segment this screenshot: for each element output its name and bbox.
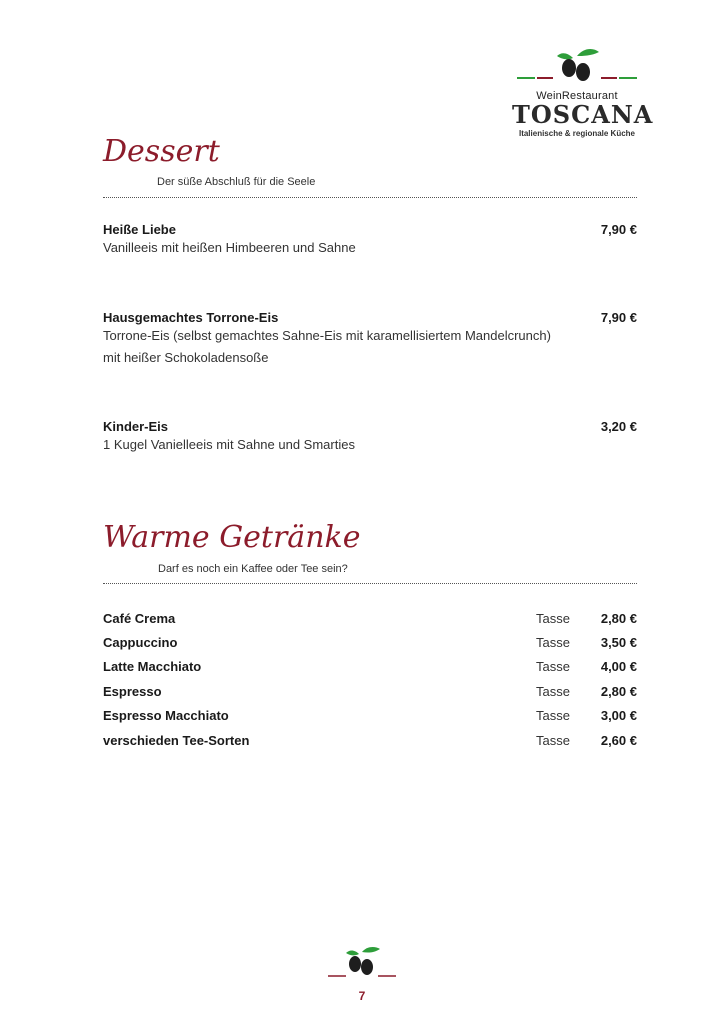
drink-row: [103, 733, 637, 755]
drink-row: [103, 659, 637, 681]
drink-name: Café Crema: [103, 611, 176, 626]
drinks-heading: Warme Getränke: [103, 520, 361, 555]
dessert-subtitle: Der süße Abschluß für die Seele: [157, 176, 316, 188]
restaurant-logo: [512, 44, 654, 164]
drink-price: 3,00 €: [600, 708, 637, 723]
drink-price: 2,60 €: [600, 733, 637, 748]
drink-row: [103, 684, 637, 706]
drink-price: 2,80 €: [600, 611, 637, 626]
menu-item: [103, 419, 637, 456]
item-description: 1 Kugel Vanielleeis mit Sahne und Smarties: [103, 437, 355, 452]
item-price: 3,20 €: [600, 419, 637, 434]
dotted-divider: [103, 197, 637, 198]
brand-name: TOSCANA: [512, 100, 654, 129]
drink-row: [103, 708, 637, 730]
drink-unit: Tasse: [536, 684, 570, 699]
drink-unit: Tasse: [536, 659, 570, 674]
drink-name: verschieden Tee-Sorten: [103, 733, 250, 748]
olive-branch-icon: [322, 944, 402, 980]
item-price: 7,90 €: [600, 222, 637, 237]
menu-item: [103, 222, 637, 259]
drink-unit: Tasse: [536, 635, 570, 650]
brand-tagline: Italienische & regionale Küche: [518, 129, 636, 138]
page-number: 7: [358, 989, 366, 1003]
menu-item: [103, 310, 637, 369]
drink-unit: Tasse: [536, 733, 570, 748]
drink-unit: Tasse: [536, 611, 570, 626]
olive-branch-icon: [513, 44, 641, 88]
dessert-heading: Dessert: [103, 134, 220, 169]
item-description: Torrone-Eis (selbst gemachtes Sahne-Eis mit karamellisiertem Mandelcrunch): [103, 328, 551, 343]
dotted-divider: [103, 583, 637, 584]
item-description: mit heißer Schokoladensoße: [103, 350, 269, 365]
item-name: Heiße Liebe: [103, 222, 176, 237]
drink-price: 3,50 €: [600, 635, 637, 650]
item-name: Hausgemachtes Torrone-Eis: [103, 310, 279, 325]
drink-name: Latte Macchiato: [103, 659, 202, 674]
drink-row: [103, 611, 637, 633]
drink-name: Espresso: [103, 684, 162, 699]
item-price: 7,90 €: [600, 310, 637, 325]
drink-price: 4,00 €: [600, 659, 637, 674]
drink-unit: Tasse: [536, 708, 570, 723]
drink-price: 2,80 €: [600, 684, 637, 699]
item-name: Kinder-Eis: [103, 419, 169, 434]
drink-row: [103, 635, 637, 657]
brand-subtitle: WeinRestaurant: [536, 90, 618, 102]
drink-name: Espresso Macchiato: [103, 708, 229, 723]
page-footer: [322, 944, 402, 1003]
drink-name: Cappuccino: [103, 635, 178, 650]
drinks-subtitle: Darf es noch ein Kaffee oder Tee sein?: [158, 563, 348, 575]
item-description: Vanilleeis mit heißen Himbeeren und Sahne: [103, 240, 356, 255]
